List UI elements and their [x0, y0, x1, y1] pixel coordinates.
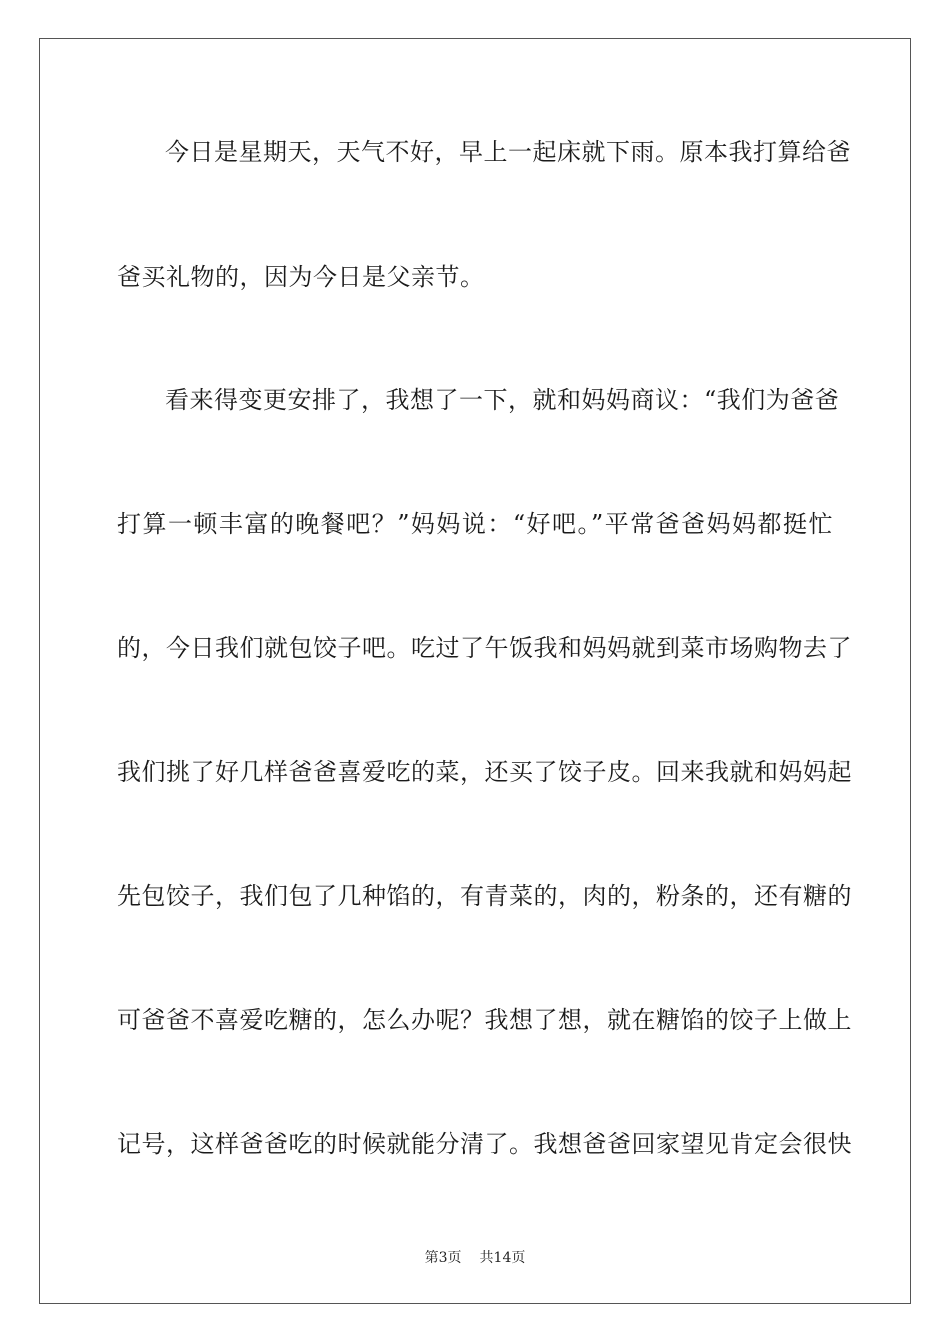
paragraph-line: 的，今日我们就包饺子吧。吃过了午饭我和妈妈就到菜市场购物去了	[117, 634, 852, 662]
page-frame	[39, 38, 911, 1304]
paragraph-line: 今日是星期天，天气不好，早上一起床就下雨。原本我打算给爸	[165, 138, 851, 166]
page-total: 共14页	[479, 1250, 526, 1266]
page-number: 第3页	[424, 1250, 462, 1266]
paragraph-line: 先包饺子，我们包了几种馅的，有青菜的，肉的，粉条的，还有糖的	[117, 882, 852, 910]
paragraph-line: 看来得变更安排了，我想了一下，就和妈妈商议：“我们为爸爸	[165, 386, 840, 414]
paragraph-line: 我们挑了好几样爸爸喜爱吃的菜，还买了饺子皮。回来我就和妈妈起	[117, 758, 852, 786]
paragraph-line: 记号，这样爸爸吃的时候就能分清了。我想爸爸回家望见肯定会很快	[117, 1130, 852, 1158]
page-footer	[0, 1249, 950, 1267]
paragraph-line: 可爸爸不喜爱吃糖的，怎么办呢？我想了想，就在糖馅的饺子上做上	[117, 1006, 852, 1034]
paragraph-line: 爸买礼物的，因为今日是父亲节。	[117, 263, 485, 291]
paragraph-line: 打算一顿丰富的晚餐吧？”妈妈说：“好吧。”平常爸爸妈妈都挺忙	[117, 510, 833, 538]
